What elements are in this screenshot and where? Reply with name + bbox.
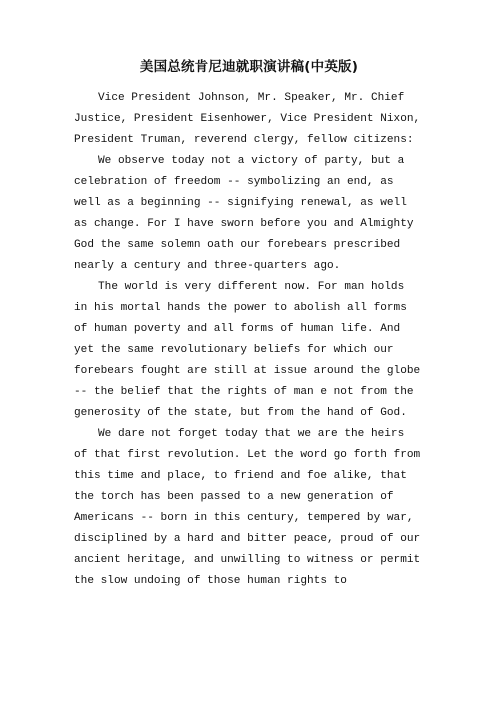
paragraph-celebration-of-freedom: We observe today not a victory of party, but a celebration of freedom -- symbolizing an end, as well as a beginning -- signifying renewal, as well as change. For I have sworn before you and Almighty God the same solemn oath our forebears prescribed nearly a century and three-quarters ago. xyxy=(74,155,414,272)
paragraph-world-is-different: The world is very different now. For man holds in his mortal hands the power to abolish all forms of human poverty and all forms of human life. And yet the same revolutionary beliefs for which our forebears fought are still at issue around the globe -- the belief that the rights of man e not from the generosity of the state, but from the hand of God. xyxy=(74,281,421,419)
paragraph-heirs-of-revolution: We dare not forget today that we are the heirs of that first revolution. Let the word go forth from this time and place, to friend and foe alike, that the torch has been passed to a new generation of Americans -- born in this century, tempered by war, disciplined by a hard and bitter peace, proud of our ancient heritage, and unwilling to witness or permit the slow undoing of those human rights to xyxy=(74,428,421,587)
document-title: 美国总统肯尼迪就职演讲稿(中英版) xyxy=(139,59,359,75)
paragraph-salutation: Vice President Johnson, Mr. Speaker, Mr. Chief Justice, President Eisenhower, Vice President Nixon, President Truman, reverend clergy, fellow citizens: xyxy=(74,92,421,146)
